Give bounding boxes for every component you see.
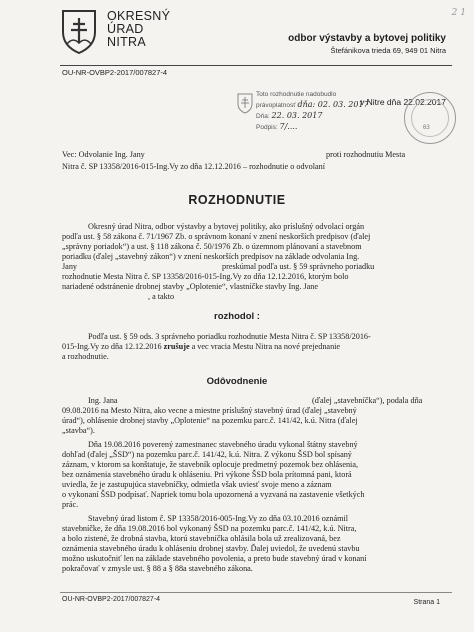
decision-verdict: zrušuje [163, 342, 190, 351]
reasoning-p1-line-2: 09.08.2016 na Mesto Nitra, ako vecne a miestne príslušný stavebný úrad (ďalej „stavebný [62, 406, 357, 415]
footer-reference: OU-NR-OVBP2-2017/007827-4 [62, 596, 161, 603]
reasoning-p1-line-1b: (ďalej „stavebníčka“), podala dňa [312, 396, 423, 405]
subject-line-1b: proti rozhodnutiu Mesta [326, 150, 406, 159]
stamp-line-2-label: právoplatnosť [256, 102, 296, 109]
document-reference: OU-NR-OVBP2-2017/007827-4 [62, 68, 168, 77]
reasoning-p1-line-4: „stavba“). [62, 426, 95, 435]
intro-line-3: „správny poriadok“) a ust. § 118 zákona č. 50/1976 Zb. o územnom plánovaní a stavebnom [62, 242, 362, 251]
footer-divider [60, 592, 452, 593]
stamp-line-4-label: Podpis: [256, 124, 278, 131]
decision-line-3: a rozhodnutie. [62, 352, 109, 361]
stamp-signature: 7/.... [279, 122, 298, 131]
reasoning-p1-line-3: úrad“), ohlásenie drobnej stavby „Oplotenie“ na pozemku parc.č. 141/42, k.ú. Nitra (ďalej [62, 416, 358, 425]
office-name-line3: NITRA [107, 35, 146, 49]
decision-title: ROZHODNUTIE [188, 193, 286, 207]
reasoning-p2-line-3: záznam, v ktorom sa konštatuje, že stavebník oplocuje predmetný pozemok bez ohlásenia, [62, 460, 359, 469]
intro-line-5b: preskúmal podľa ust. § 59 správneho poriadku [222, 262, 375, 271]
intro-line-1: Okresný úrad Nitra, odbor výstavby a bytovej politiky, ako príslušný odvolací orgán [88, 222, 365, 231]
reasoning-p3-line-6: pokračovať v zmysle ust. § 88 a § 88a stavebného zákona. [62, 564, 253, 573]
reasoning-p2-line-5: uviedla, že je zastupujúca stavebníčky, odmietla však uviesť svoje meno a záznam [62, 480, 332, 489]
intro-line-2: podľa ust. § 58 zákona č. 71/1967 Zb. o správnom konaní v znení neskorších predpisov (ďalej [62, 232, 371, 241]
decision-line-1: Podľa ust. § 59 ods. 3 správneho poriadku rozhodnutie Mesta Nitra č. SP 13358/2016- [88, 332, 371, 341]
decision-line-2 [62, 342, 340, 351]
office-name [107, 10, 170, 49]
intro-line-6: rozhodnutie Mesta Nitra č. SP 13358/2016-015-Ing.Vy zo dňa 12.12.2016, ktorým bolo [62, 272, 349, 281]
reasoning-p2-line-2: dohľad (ďalej „ŠSD“) na pozemku parc.č. 141/42, k.ú. Nitra. Z výkonu ŠSD bol spísaný [62, 450, 352, 459]
reasoning-p3-line-2: stavebníčke, že dňa 19.08.2016 bol vykonaný ŠSD na pozemku parc.č. 141/42, k.ú. Nitra, [62, 524, 357, 533]
stamp-crest-icon [236, 92, 254, 114]
subject-line-1a: Vec: Odvolanie Ing. Jany [62, 150, 145, 159]
office-name-line2: ÚRAD [107, 22, 144, 36]
reasoning-p3-line-4: oznámenia stavebného úradu k ohláseniu drobnej stavby. Ďalej uviedol, že uvedenú stavbu [62, 544, 360, 553]
department-address: Štefánikova trieda 69, 949 01 Nitra [330, 46, 446, 55]
stamp-handwritten-date-2: 22. 03. 2017 [271, 111, 323, 120]
reasoning-p2-line-7: prác. [62, 500, 79, 509]
reasoning-p2-line-6: o vykonaní ŠSD podpísať. Napriek tomu bola upozornená a vyzvaná na zastavenie všetkých [62, 490, 365, 499]
reasoning-heading: Odôvodnenie [206, 376, 268, 387]
slovak-coat-of-arms-icon [60, 8, 98, 54]
round-official-stamp [404, 92, 456, 144]
validity-stamp [236, 88, 369, 134]
subject-line-2: Nitra č. SP 13358/2016-015-Ing.Vy zo dňa 12.12.2016 – rozhodnutie o odvolaní [62, 162, 326, 171]
corner-mark: 2 1 [451, 8, 466, 18]
stamp-line-4 [256, 122, 297, 131]
round-stamp-number: 63 [423, 125, 430, 131]
round-stamp-inner-ring [411, 99, 449, 137]
intro-line-7: nariadené odstránenie drobnej stavby „Oplotenie“, vlastníčke stavby Ing. Jane [62, 282, 318, 291]
reasoning-p1-line-1a: Ing. Jana [88, 396, 118, 405]
decides-heading: rozhodol : [214, 311, 260, 322]
stamp-line-2 [256, 100, 369, 109]
place-and-date: v Nitre dňa 22.02.2017 [359, 97, 446, 107]
intro-line-8: , a takto [148, 292, 175, 301]
header-divider [60, 65, 452, 66]
decision-line-2c: a vec vracia Mestu Nitra na nové prejednanie [191, 342, 341, 351]
department-name: odbor výstavby a bytovej politiky [288, 33, 446, 44]
office-name-line1: OKRESNÝ [107, 9, 171, 23]
intro-line-4: poriadku (ďalej „stavebný zákon“) v znení neskorších predpisov na základe odvolania Ing. [62, 252, 360, 261]
reasoning-p2-line-4: bez oznámenia stavebného úradu k ohláseniu. Pri výkone ŠSD bola prítomná pani, ktorá [62, 470, 352, 479]
stamp-line-3-label: Dňa: [256, 113, 270, 120]
stamp-line-1: Toto rozhodnutie nadobudlo [256, 91, 337, 98]
reasoning-p3-line-1: Stavebný úrad listom č. SP 13358/2016-005-Ing.Vy zo dňa 03.10.2016 oznámil [88, 514, 349, 523]
reasoning-p3-line-3: a bolo zistené, že drobná stavba, ktorú stavebníčka ohlásila bola už zrealizovaná, bez [62, 534, 341, 543]
reasoning-p3-line-5: možno uskutočniť len na základe stavebného povolenia, a preto bude stavebný úrad v konaní [62, 554, 367, 563]
decision-line-2a: 015-Ing.Vy zo dňa 12.12.2016 [62, 342, 162, 351]
stamp-handwritten-date-1: dňa: 02. 03. 2017 [297, 100, 369, 109]
page-number: Strana 1 [413, 599, 440, 606]
reasoning-p2-line-1: Dňa 19.08.2016 poverený zamestnanec stavebného úradu vykonal štátny stavebný [88, 440, 358, 449]
intro-line-5a: Jany [62, 262, 78, 271]
stamp-line-3 [256, 111, 322, 120]
